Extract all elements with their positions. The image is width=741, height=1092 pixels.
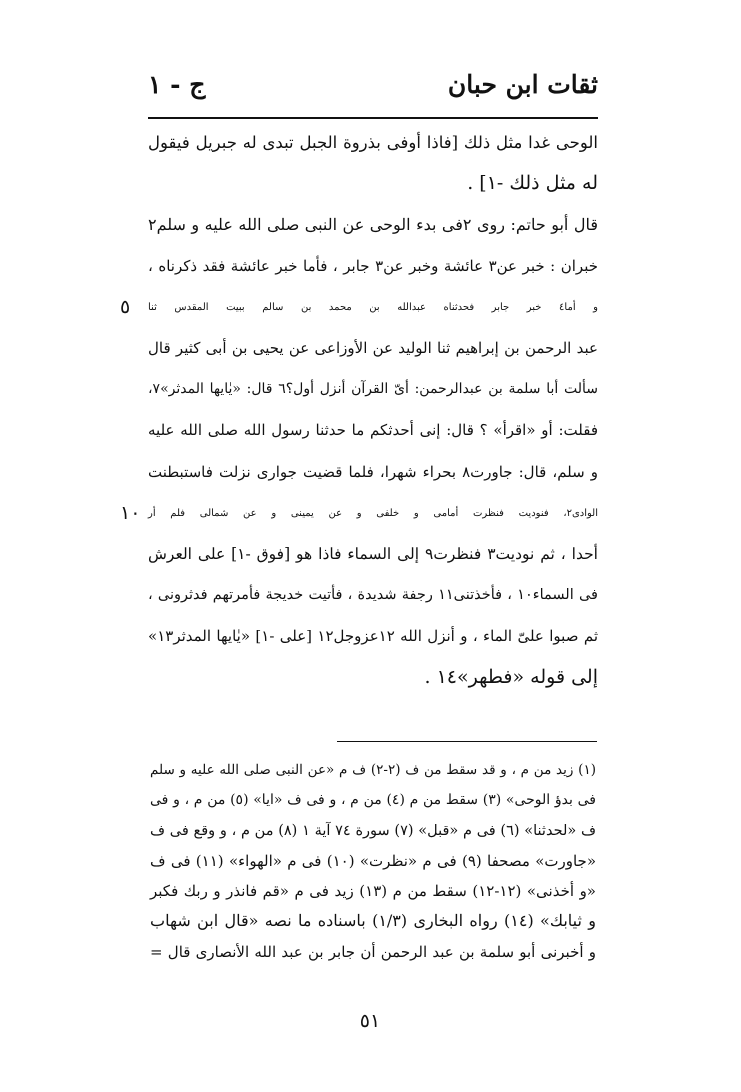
text-line	[148, 534, 598, 575]
footnote-line: و ثيابك» (١٤) رواه البخارى (١/٣) باسناده ما نصه «قال ابن شهاب	[150, 911, 596, 931]
footnotes	[150, 755, 596, 967]
page-header	[148, 70, 598, 110]
header-rule	[148, 117, 598, 119]
text-line	[148, 575, 598, 616]
text-line-content: فى السماء١٠ ، فأخذتنى١١ رجفة شديدة ، فأتيت خديجة فأمرتهم فدثرونى ،	[148, 587, 598, 604]
text-line	[148, 328, 598, 369]
footnote-line: و أخبرنى أبو سلمة بن عبد الرحمن أن جابر بن عبد الله الأنصارى قال =	[150, 942, 596, 961]
text-line-content: و أما٤ خبر جابر فحدثناه عبدالله بن محمد بن سالم ببيت المقدس ثنا	[148, 301, 598, 313]
text-line	[120, 493, 598, 534]
text-line-content: الوادى٢، فنوديت فنظرت أمامى و خلفى و عن يمينى و عن شمالى فلم أر	[148, 507, 598, 519]
text-line-content: فقلت: أو «اقرأ» ؟ قال: إنى أحدثكم ما حدثنا رسول الله صلى الله عليه	[148, 421, 598, 440]
text-line	[148, 657, 598, 698]
footnote-line: (١) زيد من م ، و قد سقط من ف (٢-٢) ف م «عن النبى صلى الله عليه و سلم	[150, 762, 596, 778]
line-number: ١٠	[120, 501, 141, 524]
text-line-content: عبد الرحمن بن إبراهيم ثنا الوليد عن الأوزاعى عن يحيى بن أبى كثير قال	[148, 338, 598, 357]
text-line-content: قال أبو حاتم: روى ٢فى بدء الوحى عن النبى صلى الله عليه و سلم٢	[148, 215, 599, 235]
footnote-line: ف «لحدثنا» (٦) فى م «قبل» (٧) سورة ٧٤ آية ١ (٨) من م ، و وقع فى ف	[150, 822, 596, 839]
text-line	[148, 246, 598, 287]
text-line	[148, 410, 598, 451]
running-title: ثقات ابن حبان	[447, 70, 598, 99]
text-line	[148, 122, 598, 163]
main-text	[120, 122, 599, 699]
text-line-content: أحدا ، ثم نوديت٣ فنظرت٩ إلى السماء فاذا هو [فوق -١] على العرش	[148, 544, 598, 563]
text-line	[120, 287, 598, 328]
text-line-content: خبران : خبر عن٣ عائشة وخبر عن٣ جابر ، فأما خبر عائشة فقد ذكرناه ،	[148, 256, 598, 275]
footnote-separator	[337, 741, 597, 742]
text-line-content: ثم صبوا علىّ الماء ، و أنزل الله ١٢عزوجل١٢ [على -١] «يٰايها المدثر١٣»	[148, 627, 598, 646]
text-line	[148, 204, 598, 245]
text-line	[148, 369, 598, 410]
text-line-content: الوحى غدا مثل ذلك [فاذا أوفى بذروة الجبل تبدى له جبريل فيقول	[148, 133, 598, 152]
page-number: ٥١	[359, 1010, 381, 1032]
text-line	[148, 452, 598, 493]
text-line-content: إلى قوله «فطهر»١٤ .	[424, 666, 598, 689]
text-line	[148, 163, 598, 204]
text-line-content: سألت أبا سلمة بن عبدالرحمن: أىّ القرآن أنزل أول؟٦ قال: «يٰايها المدثر»٧،	[148, 381, 598, 398]
footnote-line: «جاورت» مصحفا (٩) فى م «نظرت» (١٠) فى م «الهواء» (١١) فى ف	[150, 851, 597, 870]
text-line-content: له مثل ذلك -١] .	[467, 172, 598, 195]
volume-indicator: ج - ١	[148, 70, 206, 99]
text-line-content: و سلم، قال: جاورت٨ بحراء شهرا، فلما قضيت جوارى نزلت فاستبطنت	[148, 462, 598, 481]
footnote-line: فى بدؤ الوحى» (٣) سقط من م (٤) من م ، و فى ف «ايا» (٥) من م ، و فى	[150, 792, 596, 809]
footnote-line: «و أخذنى» (١٢-١٢) سقط من م (١٣) زيد فى م «قم فانذر و ربك فكبر	[150, 882, 596, 901]
line-number: ٥	[120, 295, 131, 318]
text-line	[148, 616, 598, 657]
